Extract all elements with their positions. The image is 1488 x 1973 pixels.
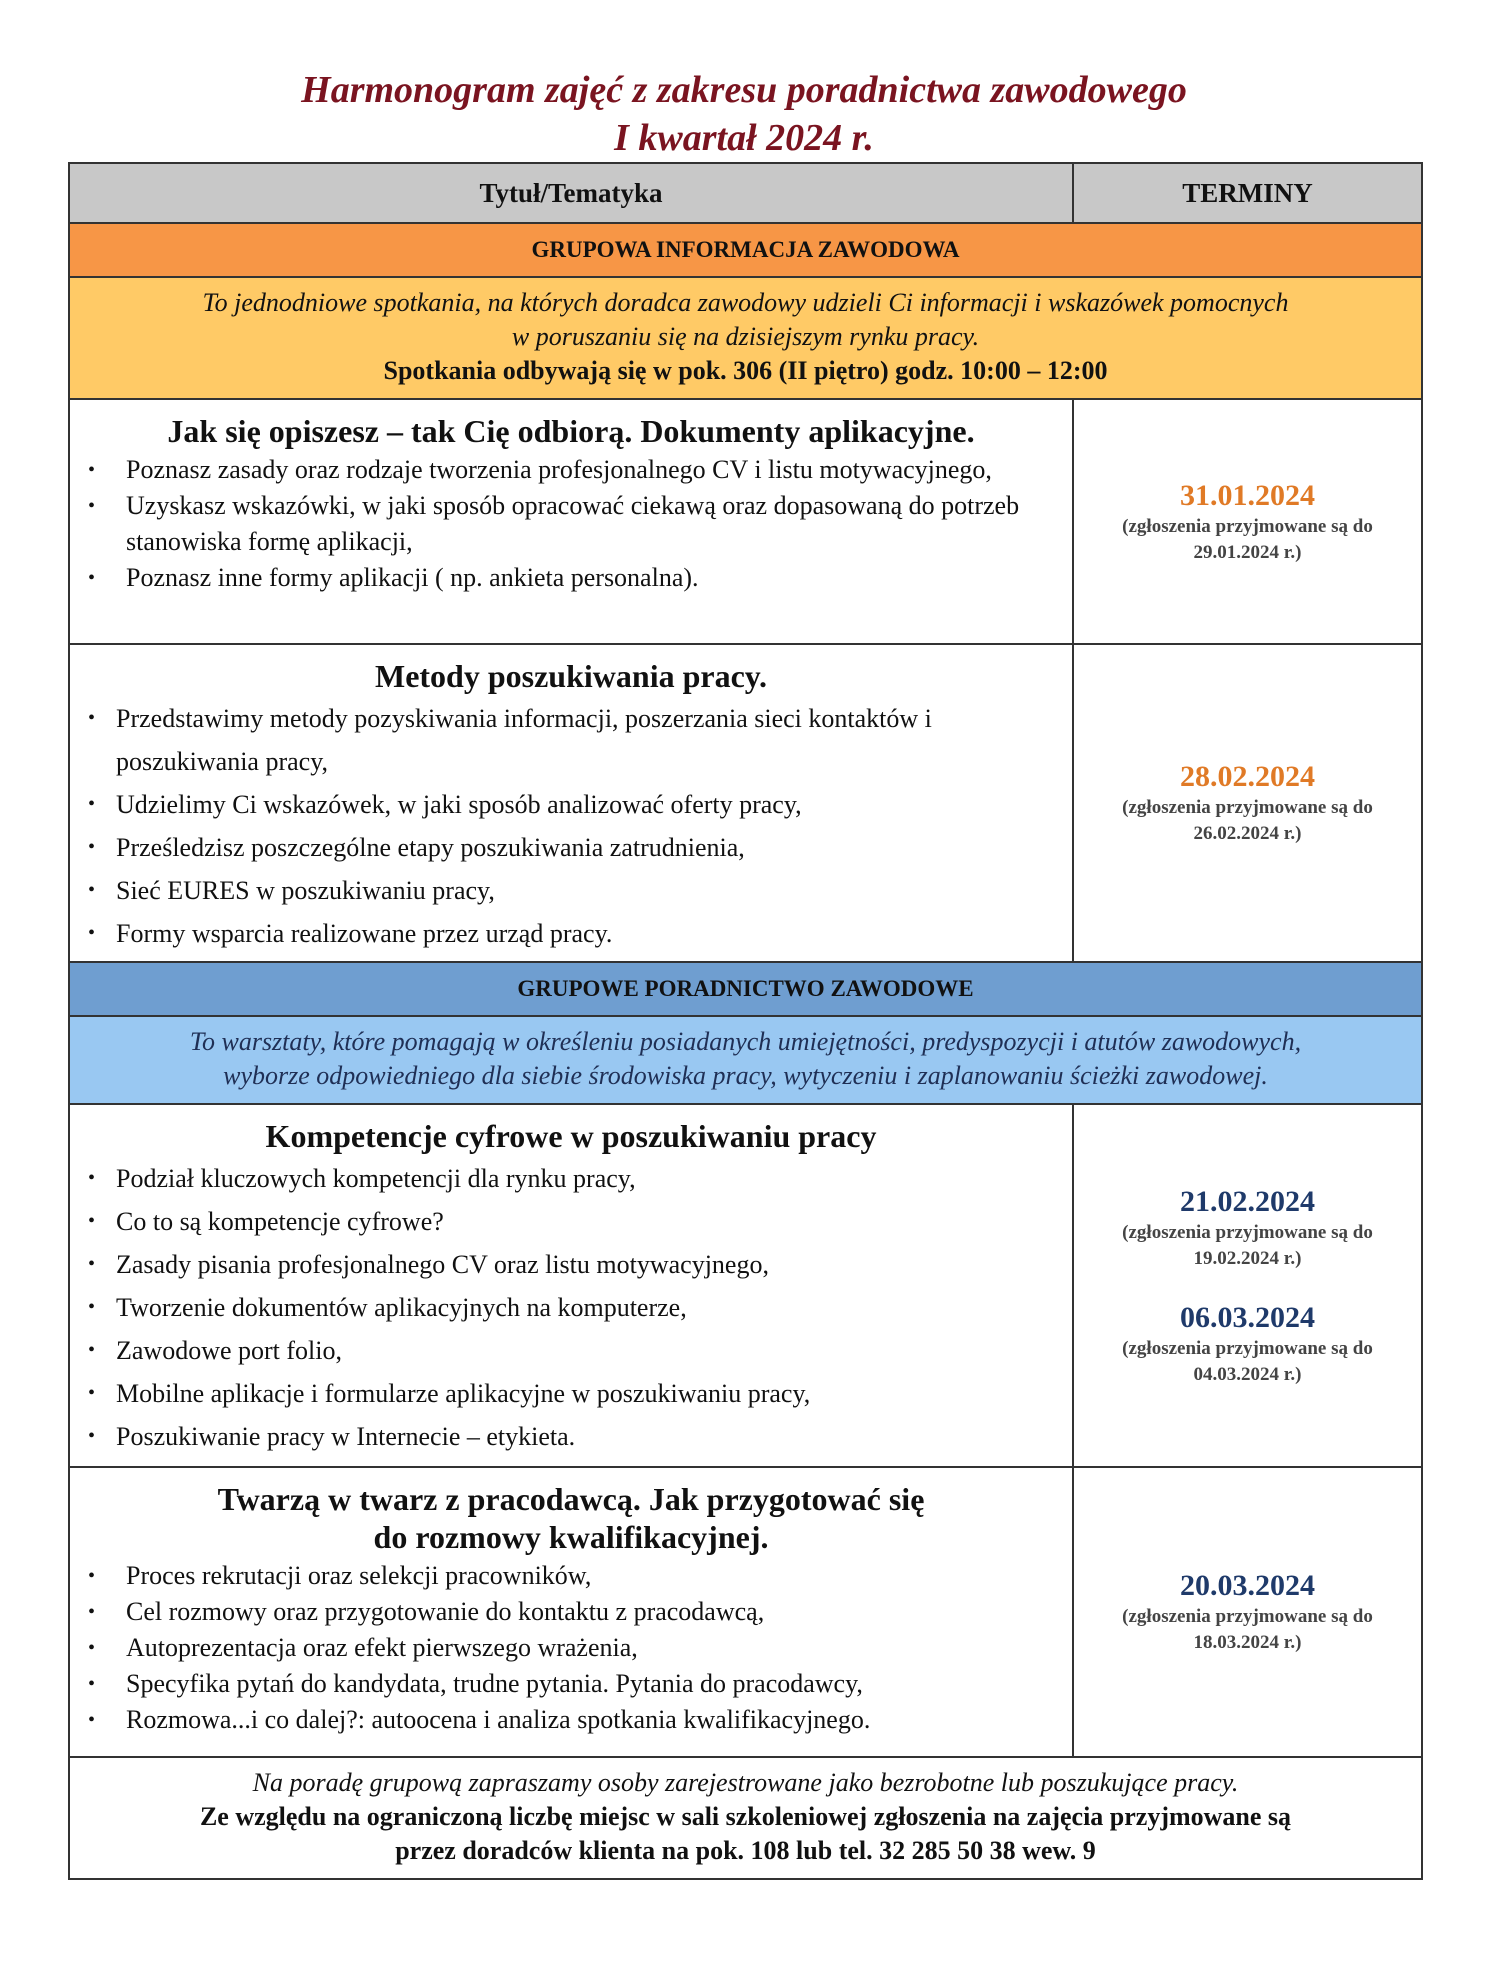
topic-bullets (80, 452, 1062, 596)
topic-cell (70, 1105, 1074, 1466)
bullet-icon: • (88, 1673, 96, 1695)
section-banner-information: GRUPOWA INFORMACJA ZAWODOWA (70, 224, 1421, 278)
list-item: • Formy wsparcia realizowane przez urząd pracy. (80, 912, 1062, 955)
list-item: • Poznasz inne formy aplikacji ( np. ankieta personalna). (80, 560, 1062, 596)
intro-text: w poruszaniu się na dzisiejszym rynku pracy. (511, 322, 980, 351)
registration-note: (zgłoszenia przyjmowane są do (1122, 1337, 1373, 1359)
table-row (70, 400, 1421, 645)
topic-cell (70, 645, 1074, 961)
footer-invitation: Na poradę grupową zapraszamy osoby zarejestrowane jako bezrobotne lub poszukujące pracy. (252, 1768, 1239, 1797)
intro-text: To warsztaty, które pomagają w określeniu posiadanych umiejętności, predyspozycji i atutów zawodowych, (189, 1027, 1302, 1056)
bullet-icon: • (88, 836, 96, 858)
topic-title-line-2: do rozmowy kwalifikacyjnej. (373, 1519, 769, 1555)
table-row (70, 1105, 1421, 1468)
dates-cell (1074, 1105, 1421, 1466)
session-date: 28.02.2024 (1180, 760, 1315, 793)
topic-bullets (80, 697, 1062, 955)
intro-location: Spotkania odbywają się w pok. 306 (II piętro) godz. 10:00 – 12:00 (383, 356, 1108, 385)
bullet-icon: • (88, 1709, 96, 1731)
topic-cell (70, 400, 1074, 643)
registration-deadline: 18.03.2024 r.) (1193, 1632, 1302, 1653)
list-item: • Udzielimy Ci wskazówek, w jaki sposób analizować oferty pracy, (80, 783, 1062, 826)
registration-note: (zgłoszenia przyjmowane są do (1122, 1606, 1373, 1627)
registration-note: (zgłoszenia przyjmowane są do (1122, 1221, 1373, 1243)
session-date: 06.03.2024 (1180, 1300, 1315, 1334)
bullet-icon: • (88, 707, 96, 729)
section-banner-counseling: GRUPOWE PORADNICTWO ZAWODOWE (70, 963, 1421, 1017)
list-item: • Tworzenie dokumentów aplikacyjnych na komputerze, (80, 1286, 1062, 1329)
topic-title: Kompetencje cyfrowe w poszukiwaniu pracy (265, 1118, 877, 1154)
footer-registration-info: Ze względu na ograniczoną liczbę miejsc w sali szkoleniowej zgłoszenia na zajęcia przyjmowane są (199, 1802, 1292, 1831)
footer-contact-info: przez doradców klienta na pok. 108 lub tel. 32 285 50 38 wew. 9 (395, 1836, 1096, 1865)
list-item: • Zawodowe port folio, (80, 1329, 1062, 1372)
bullet-icon: • (88, 1339, 96, 1361)
topic-bullets (80, 1558, 1062, 1738)
header-dates: TERMINY (1182, 177, 1313, 208)
bullet-icon: • (88, 459, 96, 481)
list-item: • Przedstawimy metody pozyskiwania informacji, poszerzania sieci kontaktów i poszukiwania pracy, (80, 697, 1062, 783)
list-item: • Specyfika pytań do kandydata, trudne pytania. Pytania do pracodawcy, (80, 1666, 1062, 1702)
bullet-icon: • (88, 793, 96, 815)
registration-deadline: 29.01.2024 r.) (1193, 541, 1302, 563)
bullet-icon: • (88, 1601, 96, 1623)
dates-cell (1074, 1468, 1421, 1756)
registration-note: (zgłoszenia przyjmowane są do (1122, 797, 1373, 818)
topic-title: Metody poszukiwania pracy. (374, 658, 768, 694)
header-topic: Tytuł/Tematyka (70, 164, 1074, 222)
list-item: • Zasady pisania profesjonalnego CV oraz listu motywacyjnego, (80, 1243, 1062, 1286)
dates-cell (1074, 645, 1421, 961)
topic-title (80, 1480, 1062, 1556)
page-title-line-1: Harmonogram zajęć z zakresu poradnictwa zawodowego (301, 69, 1187, 111)
list-item: • Mobilne aplikacje i formularze aplikacyjne w poszukiwaniu pracy, (80, 1372, 1062, 1415)
bullet-icon: • (88, 1296, 96, 1318)
bullet-icon: • (88, 1565, 96, 1587)
list-item: • Co to są kompetencje cyfrowe? (80, 1200, 1062, 1243)
bullet-icon: • (88, 495, 96, 517)
topic-title-line-1: Twarzą w twarz z pracodawcą. Jak przygotować się (217, 1481, 925, 1517)
bullet-icon: • (88, 1210, 96, 1232)
list-item: • Uzyskasz wskazówki, w jaki sposób opracować ciekawą oraz dopasowaną do potrzeb stanowiska formę aplikacji, (80, 488, 1062, 560)
list-item: • Proces rekrutacji oraz selekcji pracowników, (80, 1558, 1062, 1594)
table-header-row (70, 164, 1421, 224)
dates-cell (1074, 400, 1421, 643)
list-item: • Rozmowa...i co dalej?: autoocena i analiza spotkania kwalifikacyjnego. (80, 1702, 1062, 1738)
bullet-icon: • (88, 879, 96, 901)
list-item: • Poszukiwanie pracy w Internecie – etykieta. (80, 1415, 1062, 1458)
section-intro-information (70, 278, 1421, 400)
list-item: • Sieć EURES w poszukiwaniu pracy, (80, 869, 1062, 912)
page-title (0, 66, 1488, 162)
list-item: • Prześledzisz poszczególne etapy poszukiwania zatrudnienia, (80, 826, 1062, 869)
bullet-icon: • (88, 1425, 96, 1447)
table-row (70, 645, 1421, 963)
list-item: • Autoprezentacja oraz efekt pierwszego wrażenia, (80, 1630, 1062, 1666)
topic-title: Jak się opiszesz – tak Cię odbiorą. Dokumenty aplikacyjne. (167, 413, 975, 449)
list-item: • Podział kluczowych kompetencji dla rynku pracy, (80, 1157, 1062, 1200)
registration-note: (zgłoszenia przyjmowane są do (1122, 515, 1373, 537)
bullet-icon: • (88, 567, 96, 589)
session-date: 31.01.2024 (1180, 478, 1315, 512)
page-title-line-2: I kwartał 2024 r. (614, 117, 874, 159)
registration-deadline: 04.03.2024 r.) (1193, 1363, 1302, 1385)
bullet-icon: • (88, 922, 96, 944)
bullet-icon: • (88, 1382, 96, 1404)
bullet-icon: • (88, 1637, 96, 1659)
table-row (70, 1468, 1421, 1758)
topic-bullets (80, 1157, 1062, 1458)
registration-deadline: 19.02.2024 r.) (1193, 1247, 1302, 1269)
session-date: 21.02.2024 (1180, 1184, 1315, 1218)
table-footer (70, 1758, 1421, 1878)
schedule-table (68, 162, 1423, 1880)
section-intro-counseling (70, 1017, 1421, 1105)
list-item: • Poznasz zasady oraz rodzaje tworzenia profesjonalnego CV i listu motywacyjnego, (80, 452, 1062, 488)
registration-deadline: 26.02.2024 r.) (1193, 823, 1302, 844)
session-date: 20.03.2024 (1180, 1569, 1315, 1602)
intro-text: To jednodniowe spotkania, na których doradca zawodowy udzieli Ci informacji i wskazówek pomocnych (202, 288, 1289, 317)
list-item: • Cel rozmowy oraz przygotowanie do kontaktu z pracodawcą, (80, 1594, 1062, 1630)
bullet-icon: • (88, 1253, 96, 1275)
intro-text: wyborze odpowiedniego dla siebie środowiska pracy, wytyczeniu i zaplanowaniu ścieżki zawodowej. (223, 1061, 1268, 1090)
topic-cell (70, 1468, 1074, 1756)
bullet-icon: • (88, 1167, 96, 1189)
